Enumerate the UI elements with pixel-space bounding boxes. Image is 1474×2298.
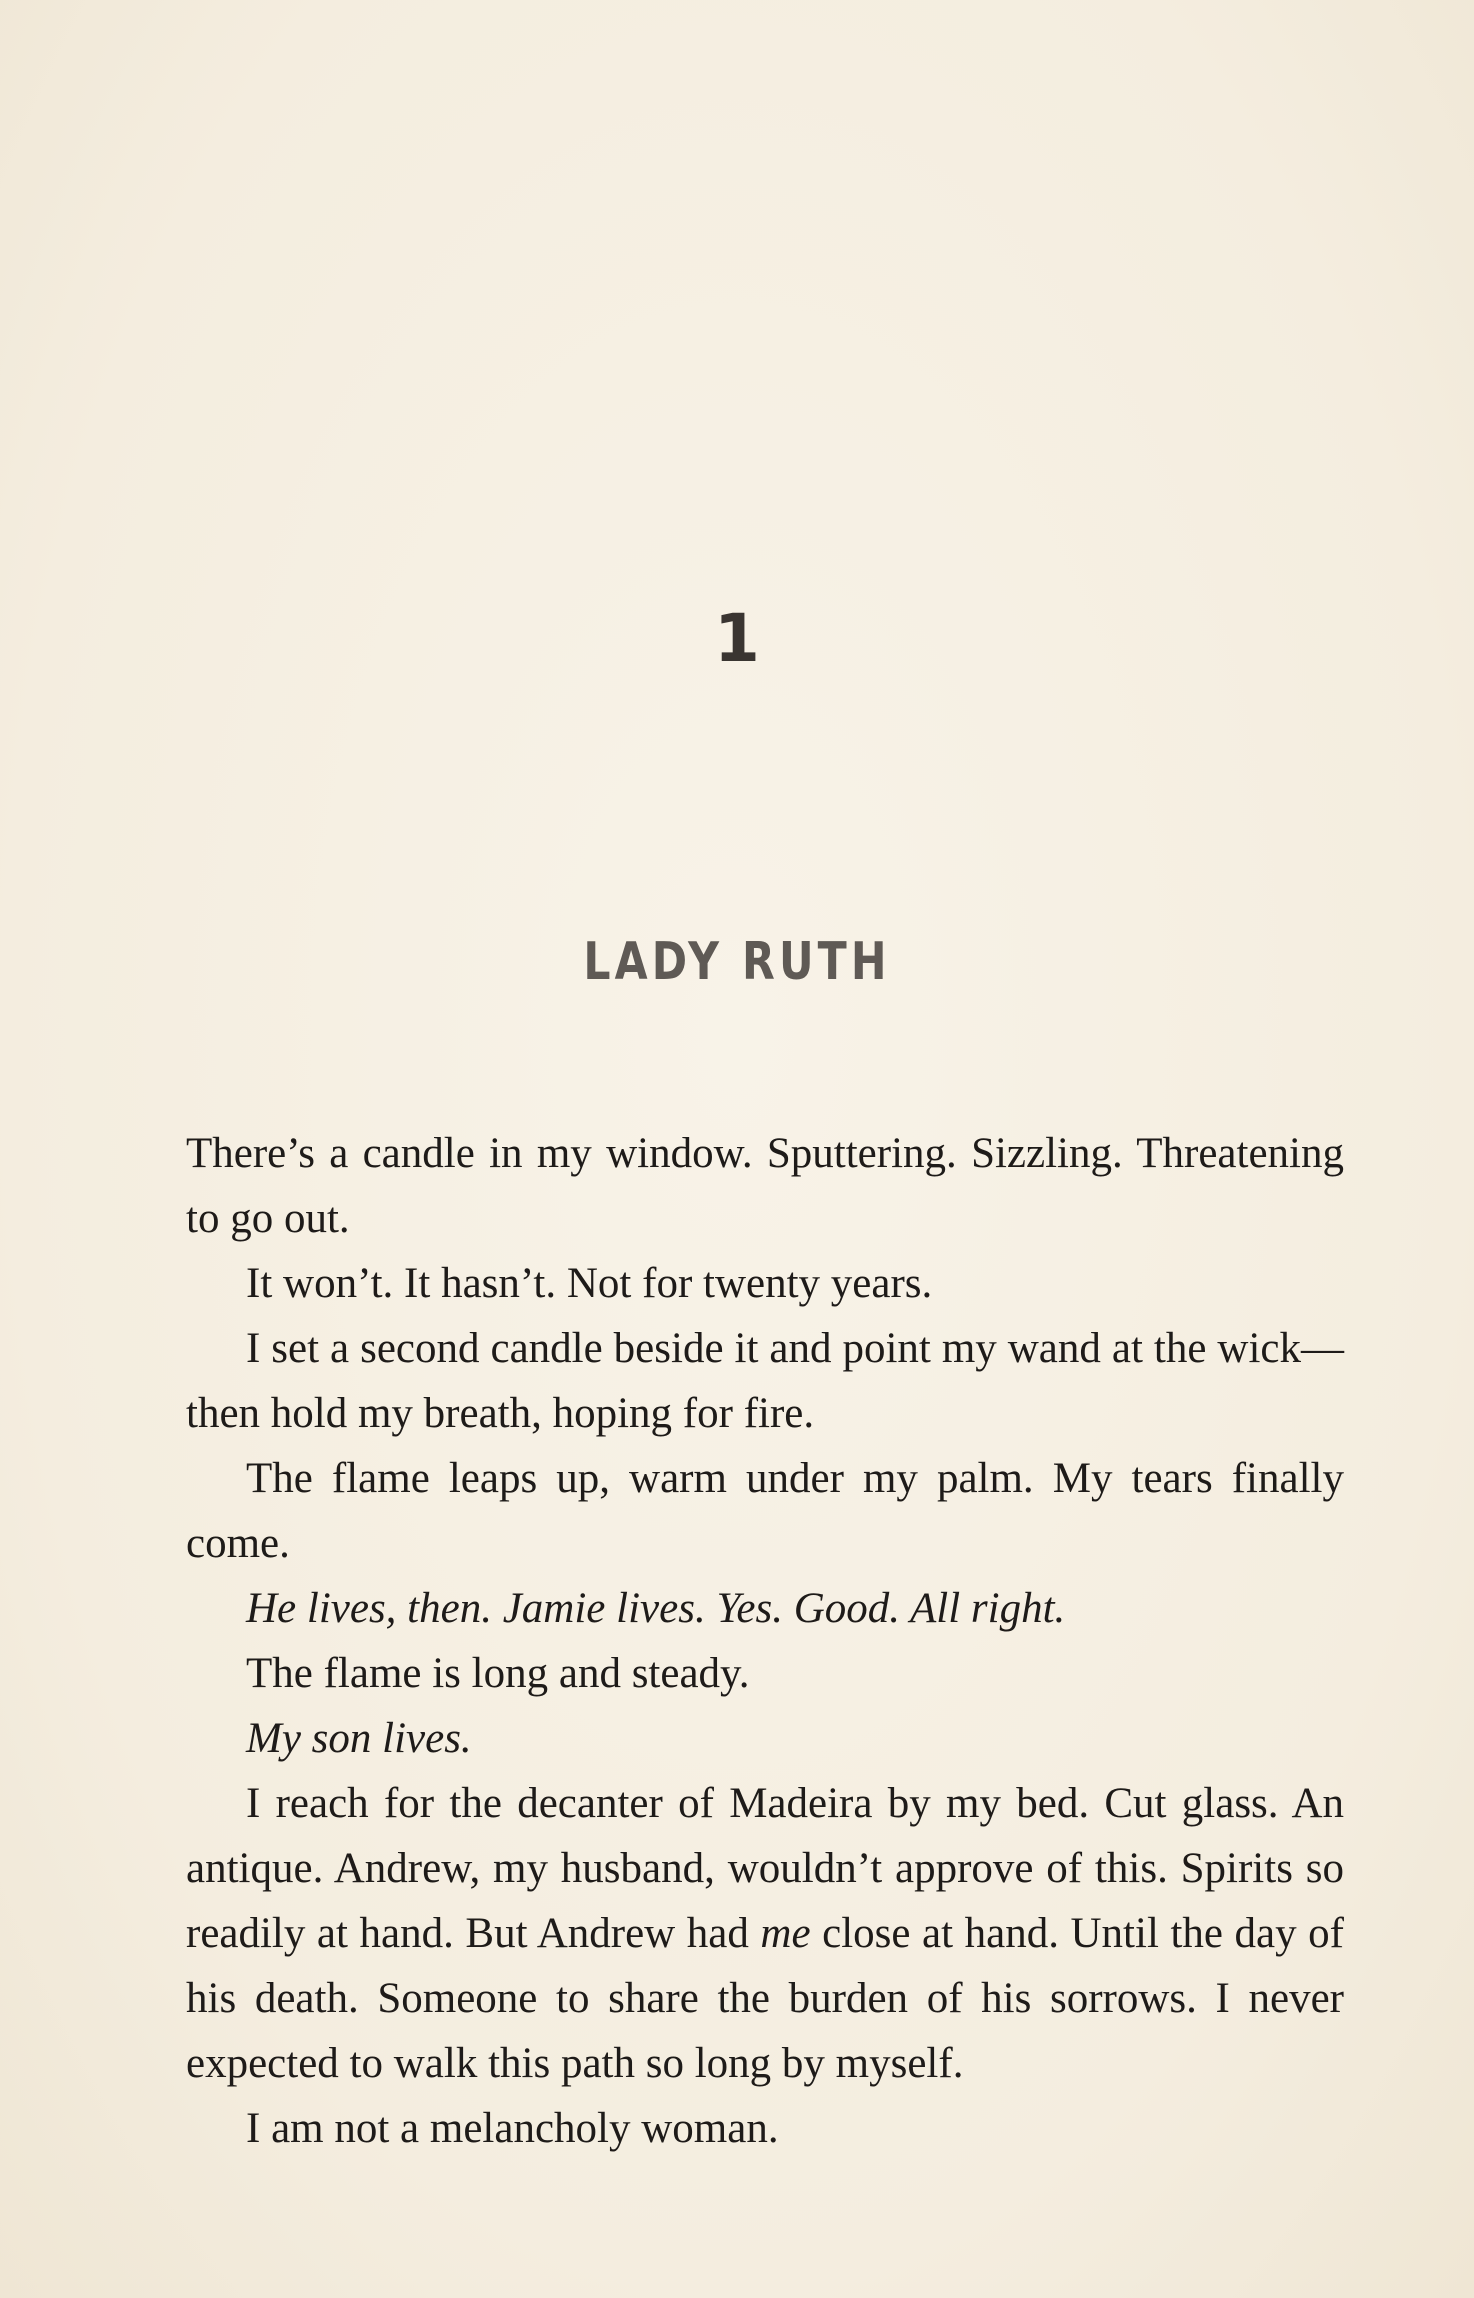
paragraph: The flame leaps up, warm under my palm. My tears finally come. bbox=[186, 1455, 1344, 1567]
italic-paragraph: My son lives. bbox=[246, 1715, 472, 1762]
chapter-body bbox=[186, 1121, 1344, 2161]
paragraph-text: close at hand. Until the day of his death. Someone to share the burden of his sorrows. I never expected to walk this path so long by myself. bbox=[186, 1910, 1344, 2087]
paragraph: I set a second candle beside it and point my wand at the wick—then hold my breath, hoping for fire. bbox=[186, 1325, 1344, 1437]
italic-paragraph: He lives, then. Jamie lives. Yes. Good. All right. bbox=[246, 1585, 1066, 1632]
paragraph: I am not a melancholy woman. bbox=[246, 2105, 779, 2152]
paragraph: The flame is long and steady. bbox=[246, 1650, 750, 1697]
paragraph-text: I reach for the decanter of Madeira by my bed. Cut glass. An antique. Andrew, my husband, wouldn’t approve of this. Spirits so readily at hand. But Andrew had bbox=[186, 1780, 1344, 1957]
paragraph: It won’t. It hasn’t. Not for twenty years. bbox=[246, 1260, 933, 1307]
paragraph: There’s a candle in my window. Sputtering. Sizzling. Threatening to go out. bbox=[186, 1130, 1344, 1242]
chapter-title: LADY RUTH bbox=[583, 932, 891, 992]
chapter-number: 1 bbox=[714, 600, 760, 677]
paragraph bbox=[186, 1771, 1344, 2096]
emphasis-text: me bbox=[760, 1910, 811, 1957]
